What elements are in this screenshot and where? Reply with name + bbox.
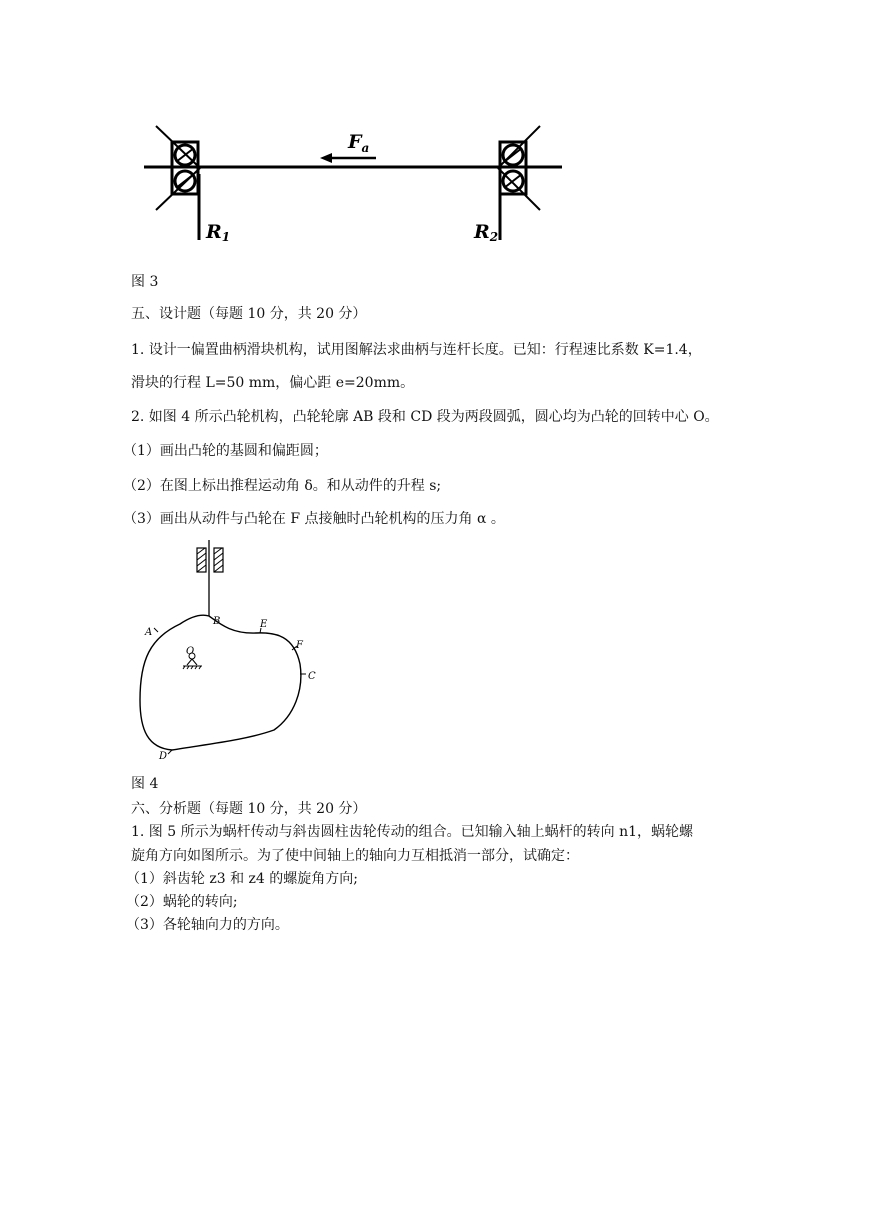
section-5-q1-line1: 1. 设计一偏置曲柄滑块机构，试用图解法求曲柄与连杆长度。已知：行程速比系数 K=1.4， (131, 342, 702, 358)
cam-profile (140, 615, 301, 750)
figure-4-caption: 图 4 (131, 776, 159, 792)
force-label: $F_a$ (348, 131, 370, 155)
left-bearing-icon (156, 126, 200, 240)
section-6-q1-line1: 1. 图 5 所示为蜗杆传动与斜齿圆柱齿轮传动的组合。已知输入轴上蜗杆的转向 n1，蜗轮螺 (131, 824, 693, 840)
cam-label-b: B (213, 616, 221, 627)
section-5-q2-item3: （3）画出从动件与凸轮在 F 点接触时凸轮机构的压力角 α 。 (123, 511, 505, 527)
figure-4-cam-mechanism (128, 540, 338, 770)
section-5-q2-item2: （2）在图上标出推程运动角 δ。和从动件的升程 s; (123, 478, 442, 494)
r1-label: R1 (206, 221, 231, 244)
follower-guide-icon (197, 548, 223, 572)
figure-3-caption: 图 3 (131, 274, 159, 290)
right-bearing-icon (498, 126, 540, 240)
section-5-q2-item1: （1）画出凸轮的基圆和偏距圆； (123, 443, 328, 459)
section-6-item3: （3）各轮轴向力的方向。 (126, 917, 289, 933)
cam-label-d: D (159, 751, 168, 762)
cam-label-o: O (186, 646, 195, 657)
section-6-q1-line2: 旋角方向如图所示。为了使中间轴上的轴向力互相抵消一部分，试确定： (131, 848, 579, 864)
cam-label-a: A (145, 627, 153, 638)
section-6-item1: （1）斜齿轮 z3 和 z4 的螺旋角方向; (126, 871, 358, 887)
figure-3-shaft-bearings (130, 118, 580, 258)
section-5-q1-line2: 滑块的行程 L=50 mm，偏心距 e=20mm。 (131, 375, 415, 391)
r2-label: R2 (474, 221, 499, 244)
section-6-item2: （2）蜗轮的转向; (126, 894, 238, 910)
section-5-q2-line1: 2. 如图 4 所示凸轮机构，凸轮轮廓 AB 段和 CD 段为两段圆弧，圆心均为凸轮的回转中心 O。 (131, 409, 719, 425)
section-5-heading: 五、设计题（每题 10 分，共 20 分） (131, 306, 367, 322)
cam-label-e: E (260, 619, 268, 630)
cam-label-f: F (296, 640, 303, 651)
cam-label-c: C (308, 671, 316, 682)
section-6-heading: 六、分析题（每题 10 分，共 20 分） (131, 801, 367, 817)
